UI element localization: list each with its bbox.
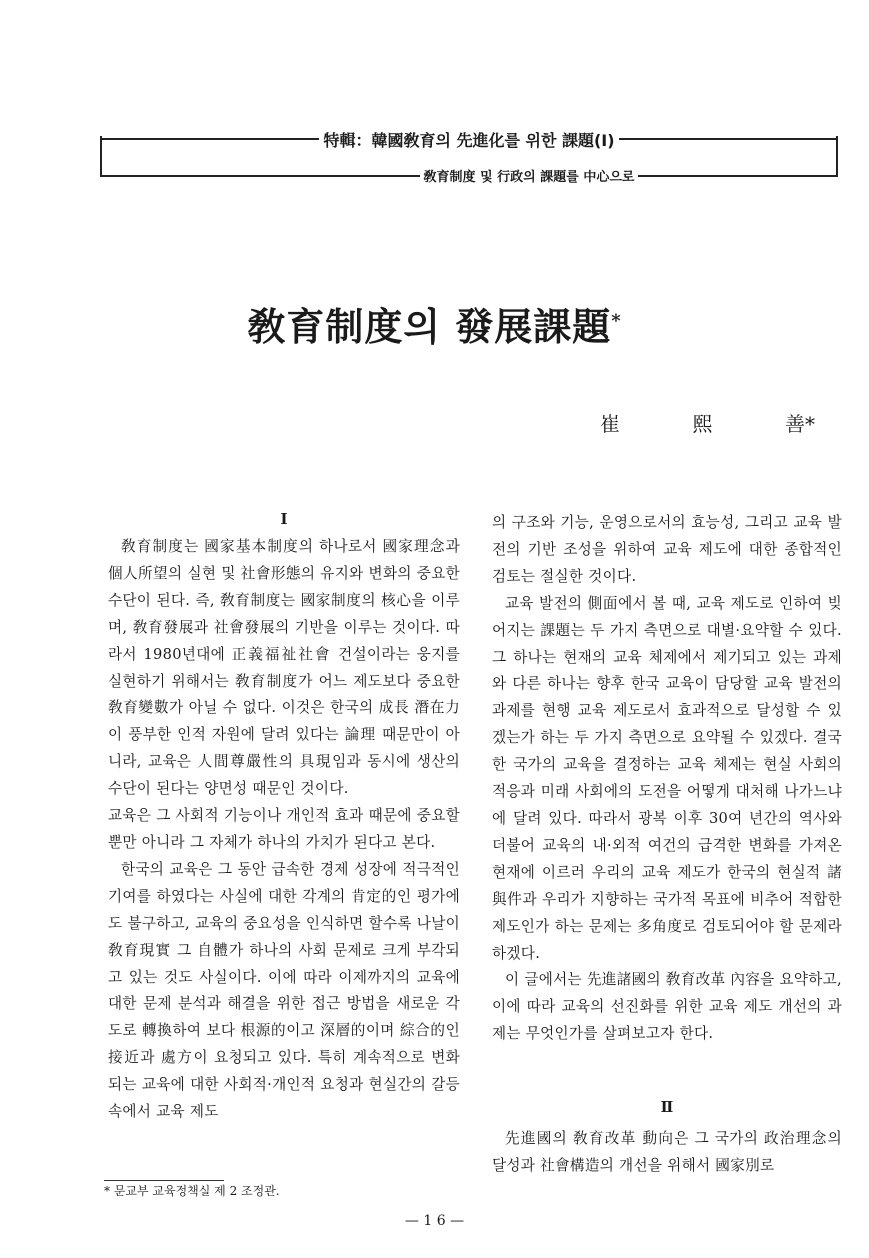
special-feature-banner — [100, 128, 838, 185]
left-column — [108, 534, 460, 1126]
author-name — [600, 408, 815, 437]
paragraph: 이 글에서는 先進諸國의 敎育改革 內容을 요약하고, 이에 따라 교육의 선진화를 위한 교육 제도 개선의 과제는 무엇인가를 살펴보고자 한다. — [492, 971, 842, 1043]
author-char-3: 善* — [785, 412, 815, 436]
paragraph: 敎育制度는 國家基本制度의 하나로서 國家理念과 個人所望의 실현 및 社會形態의 유지와 변화의 중요한 수단이 된다. 즉, 敎育制度는 國家制度의 核心을 이루며, 敎育發展과 社會發展의 기반을 이루는 것이다. 따라서 1980년대에 正義福祉社會 건설이라는 웅지를 실현하기 위해서는 敎育制度가 어느 제도보다 중요한 敎育變數가 아닐 수 없다. 이것은 한국의 成長 潛在力이 풍부한 인적 자원에 달려 있다는 論理 때문만이 아니라, 교육은 人間尊嚴性의 具現임과 동시에 생산의 수단이 된다는 양면성 때문인 것이다. — [108, 538, 460, 798]
section-heading-2: Ⅱ — [660, 1098, 674, 1116]
section-heading-1: Ⅰ — [280, 510, 288, 528]
right-column — [492, 510, 842, 1048]
paragraph: 한국의 교육은 그 동안 급속한 경제 성장에 적극적인 기여를 하였다는 사실에 대한 각계의 肯定的인 평가에도 불구하고, 교육의 중요성을 인식하면 할수록 나날이 敎育現實 그 自體가 하나의 사회 문제로 크게 부각되고 있는 것도 사실이다. 이에 따라 이제까지의 교육에 대한 문제 분석과 해결을 위한 접근 방법을 새로운 각도로 轉換하여 보다 根源的이고 深層的이며 綜合的인 接近과 處方이 요청되고 있다. 특히 계속적으로 변화되는 교육에 대한 사회적·개인적 요청과 현실간의 갈등 속에서 교육 제도 — [108, 860, 460, 1121]
footnote-divider — [104, 1180, 224, 1181]
author-char-1: 崔 — [600, 412, 620, 436]
banner-subtitle: 敎育制度 및 行政의 課題를 中心으로 — [420, 170, 639, 185]
paragraph: 先進國의 敎育改革 動向은 그 국가의 政治理念의 달성과 社會構造의 개선을 위해서 國家別로 — [492, 1130, 842, 1174]
author-char-2: 熙 — [692, 412, 713, 436]
paragraph: 교육은 그 사회적 기능이나 개인적 효과 때문에 중요할 뿐만 아니라 그 자체가 하나의 가치가 된다고 본다. — [108, 807, 460, 851]
paragraph: 교육 발전의 側面에서 볼 때, 교육 제도로 인하여 빚어지는 課題는 두 가지 측면으로 대별·요약할 수 있다. 그 하나는 현재의 교육 체제에서 제기되고 있는 과제와 다른 하나는 향후 한국 교육이 담당할 교육 발전의 과제를 현행 교육 제도로서 효과적으로 달성할 수 있겠는가 하는 두 가지 측면으로 요약될 수 있겠다. 결국 한 국가의 교육을 결정하는 교육 체제는 현실 사회의 적응과 미래 사회에의 도전을 어떻게 대처해 나가느냐에 달려 있다. 따라서 광복 이후 30여 년간의 역사와 더불어 교육의 내·외적 여건의 급격한 변화를 가져온 현재에 이르러 우리의 교육 제도가 한국의 현실적 諸與件과 우리가 지향하는 국가적 목표에 비추어 적합한 제도인가 하는 문제는 多角度로 검토되어야 할 문제라 하겠다. — [492, 594, 842, 962]
page-number: — 1 6 — — [404, 1213, 465, 1229]
right-column-section-2 — [492, 1126, 842, 1180]
footnote: * 문교부 교육정책실 제 2 조정관. — [104, 1184, 280, 1198]
article-title — [0, 296, 869, 351]
paragraph: 의 구조와 기능, 운영으로서의 효능성, 그리고 교육 발전의 기반 조성을 위하여 교육 제도에 대한 종합적인 검토는 절실한 것이다. — [492, 514, 842, 585]
article-title-text: 敎育制度의 發展課題 — [247, 304, 612, 349]
title-footnote-mark: * — [611, 310, 622, 332]
banner-title: 特輯：韓國敎育의 先進化를 위한 課題(Ⅰ) — [319, 131, 618, 150]
